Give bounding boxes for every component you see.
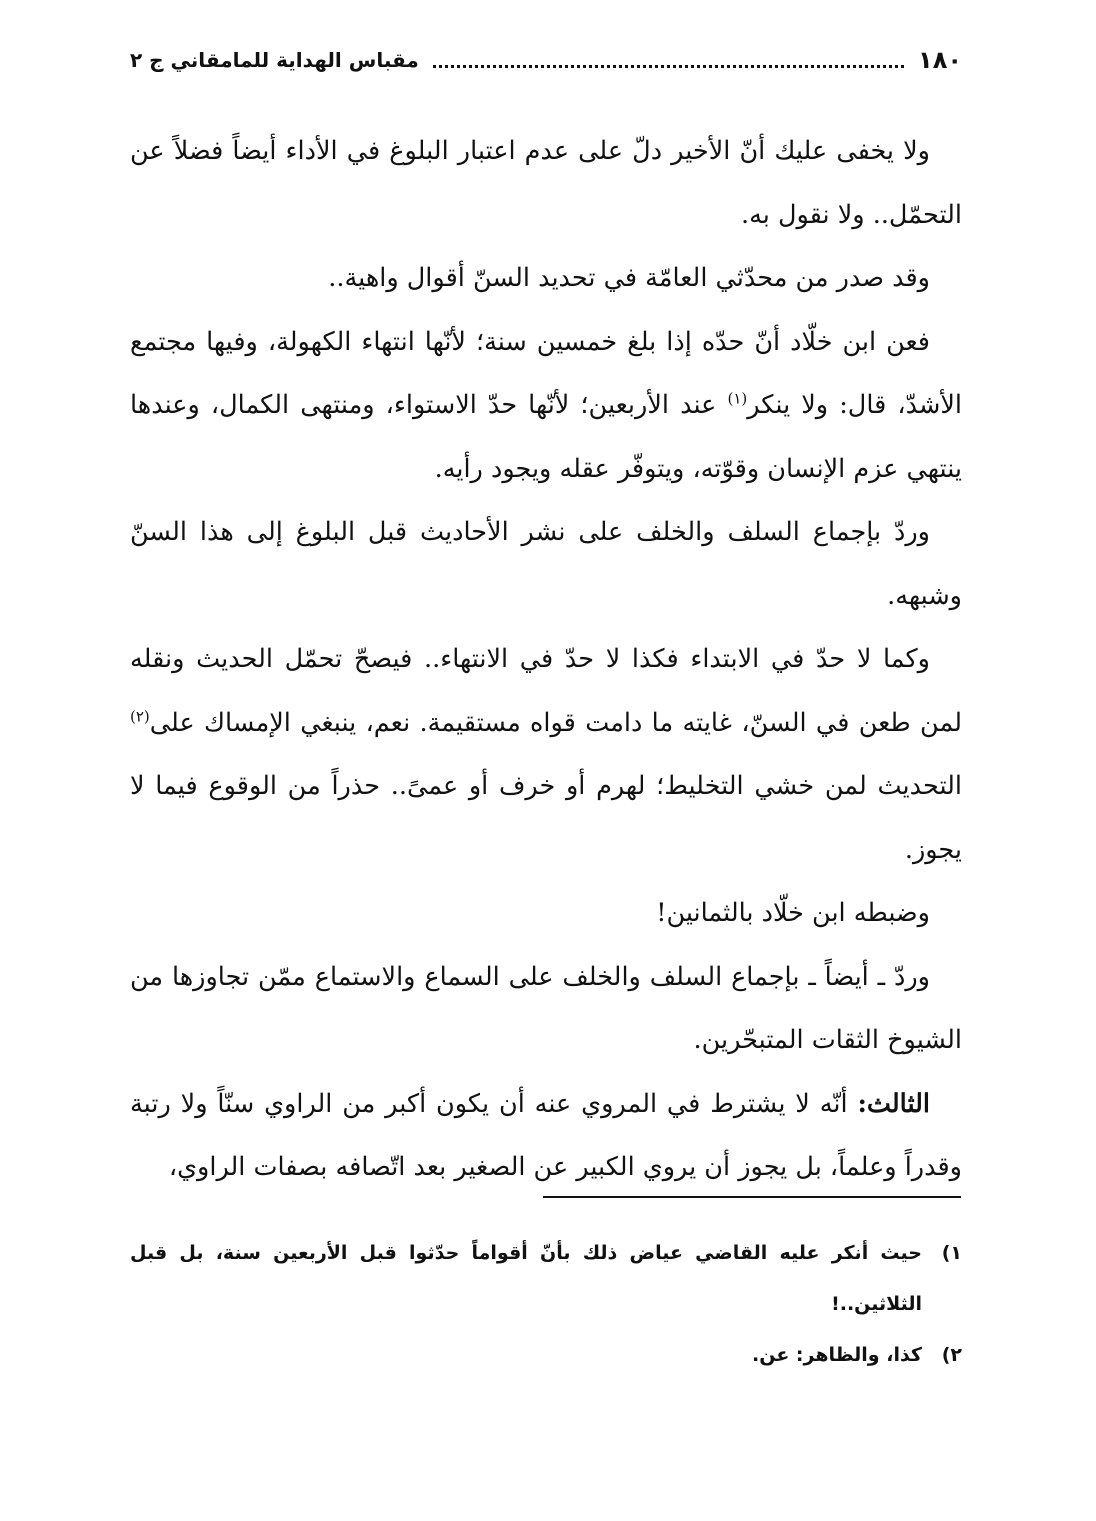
running-title: مقباس الهداية للمامقاني ج ٢ bbox=[130, 48, 419, 72]
footnote-number: ١) bbox=[941, 1242, 962, 1264]
footnote-marker: (٢) bbox=[130, 707, 150, 725]
footnote-text: كذا، والظاهر: عن. bbox=[752, 1344, 922, 1366]
paragraph bbox=[130, 628, 962, 882]
paragraph bbox=[130, 311, 962, 502]
footnote-text: حيث أنكر عليه القاضي عياض ذلك بأنّ أقواماً حدّثوا قبل الأربعين سنة، بل قبل الثلاثين..! bbox=[130, 1242, 922, 1315]
paragraph: وردّ بإجماع السلف والخلف على نشر الأحاديث قبل البلوغ إلى هذا السنّ وشبهه. bbox=[130, 517, 962, 611]
paragraph-text: أنّه لا يشترط في المروي عنه أن يكون أكبر من الراوي سنّاً ولا رتبة وقدراً وعلماً، بل يجوز أن يروي الكبير عن الصغير بعد اتّصافه بصفات الراوي، bbox=[130, 1088, 962, 1182]
paragraph: وضبطه ابن خلّاد بالثمانين! bbox=[656, 898, 930, 928]
paragraph: ولا يخفى عليك أنّ الأخير دلّ على عدم اعتبار البلوغ في الأداء أيضاً فضلاً عن التحمّل.. ولا نقول به. bbox=[130, 136, 962, 230]
paragraph: وردّ ـ أيضاً ـ بإجماع السلف والخلف على السماع والاستماع ممّن تجاوزها من الشيوخ الثقات المتبحّرين. bbox=[130, 961, 962, 1055]
page-header bbox=[130, 40, 962, 80]
paragraph: وقد صدر من محدّثي العامّة في تحديد السنّ أقوال واهية.. bbox=[328, 263, 930, 293]
footnote-separator bbox=[543, 1196, 961, 1198]
paragraph-text: التحديث لمن خشي التخليط؛ لهرم أو خرف أو عمىً.. حذراً من الوقوع فيما لا يجوز. bbox=[130, 771, 962, 865]
main-text bbox=[130, 120, 962, 1200]
footnote-marker: (١) bbox=[727, 389, 748, 408]
dotted-leader bbox=[433, 65, 904, 68]
footnote-item bbox=[130, 1330, 962, 1381]
paragraph-text: وكما لا حدّ في الابتداء فكذا لا حدّ في الانتهاء.. فيصحّ تحمّل الحديث ونقله لمن طعن في السنّ، غايته ما دامت قواه مستقيمة. نعم، ينبغي الإمساك على bbox=[130, 644, 962, 738]
page-number: ١٨٠ bbox=[918, 46, 962, 74]
footnotes bbox=[130, 1228, 962, 1381]
paragraph bbox=[130, 1073, 962, 1200]
footnote-item bbox=[130, 1228, 962, 1330]
footnote-number: ٢) bbox=[941, 1344, 962, 1366]
paragraph-text: فعن ابن خلّاد أنّ حدّه إذا بلغ خمسين سنة؛ لأنّها انتهاء الكهولة، وفيها مجتمع الأشدّ، قال: ولا ينكر bbox=[130, 326, 962, 420]
paragraph-text: عند الأربعين؛ لأنّها حدّ الاستواء، ومنتهى الكمال، وعندها ينتهي عزم الإنسان وقوّته، ويتوفّر عقله ويجود رأيه. bbox=[130, 390, 962, 484]
section-lead-word: الثالث: bbox=[857, 1088, 930, 1119]
